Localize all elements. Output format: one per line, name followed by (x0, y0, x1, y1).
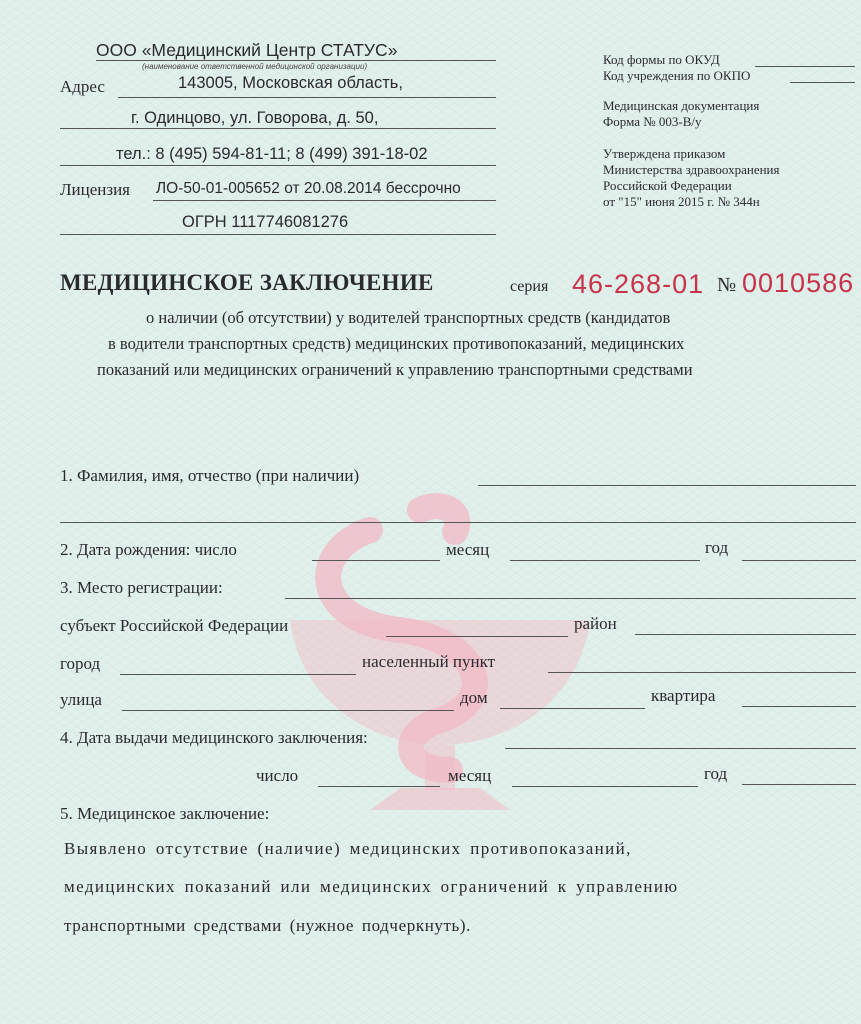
birth-year-line[interactable] (742, 560, 856, 561)
apartment-line[interactable] (742, 706, 856, 707)
birth-day-line[interactable] (312, 560, 440, 561)
issue-month-label: месяц (448, 766, 492, 785)
organization-note: (наименование ответственной медицинской организации) (142, 62, 368, 71)
address-line-2: г. Одинцово, ул. Говорова, д. 50, (131, 109, 379, 127)
registration-line[interactable] (285, 598, 856, 599)
apartment-label: квартира (651, 686, 716, 705)
series-value: 46-268-01 (572, 269, 705, 299)
birth-year-label: год (705, 538, 729, 557)
district-label: район (574, 614, 617, 633)
field-issue-date-label: 4. Дата выдачи медицинского заключения: (60, 728, 368, 747)
full-name-line-2[interactable] (60, 522, 856, 523)
field-registration-label: 3. Место регистрации: (60, 578, 223, 597)
conclusion-line-2: медицинских показаний или медицинских ограничений к управлению (64, 877, 679, 896)
issue-day-label: число (256, 766, 299, 785)
full-name-line[interactable] (478, 485, 856, 486)
subject-label: субъект Российской Федерации (60, 616, 289, 635)
phone-line: тел.: 8 (495) 594-81-11; 8 (499) 391-18-02 (116, 145, 428, 163)
approval-line-4: от "15" июня 2015 г. № 344н (603, 194, 760, 209)
medical-documentation-label: Медицинская документация (603, 98, 760, 113)
district-line[interactable] (635, 634, 856, 635)
organization-name: ООО «Медицинский Центр СТАТУС» (96, 40, 398, 60)
birth-month-label: месяц (446, 540, 490, 559)
form-number: Форма № 003-В/у (603, 114, 702, 129)
issue-year-line[interactable] (742, 784, 856, 785)
hygieia-bowl-watermark-icon (250, 470, 630, 830)
field-conclusion-label: 5. Медицинское заключение: (60, 804, 270, 823)
ogrn-line: ОГРН 1117746081276 (182, 213, 349, 231)
subtitle-line-2: в водители транспортных средств) медицинских противопоказаний, медицинских (108, 334, 685, 353)
subtitle-line-3: показаний или медицинских ограничений к управлению транспортными средствами (97, 360, 693, 379)
okud-label: Код формы по ОКУД (603, 52, 720, 67)
settlement-label: населенный пункт (362, 652, 496, 671)
subject-line[interactable] (386, 636, 568, 637)
subtitle-line-1: о наличии (об отсутствии) у водителей транспортных средств (кандидатов (146, 308, 671, 327)
birth-month-line[interactable] (510, 560, 700, 561)
license-label: Лицензия (60, 180, 131, 199)
settlement-line[interactable] (548, 672, 856, 673)
issue-date-line[interactable] (505, 748, 856, 749)
city-line[interactable] (120, 674, 356, 675)
approval-line-1: Утверждена приказом (603, 146, 726, 161)
approval-line-2: Министерства здравоохранения (603, 162, 780, 177)
conclusion-line-3: транспортными средствами (нужное подчеркнуть). (64, 916, 471, 935)
number-label: № (717, 274, 737, 296)
approval-line-3: Российской Федерации (603, 178, 732, 193)
address-label: Адрес (60, 77, 105, 96)
okpo-label: Код учреждения по ОКПО (603, 68, 751, 83)
house-label: дом (460, 688, 488, 707)
address-line-1: 143005, Московская область, (178, 74, 403, 92)
house-line[interactable] (500, 708, 645, 709)
field-birth-date-label: 2. Дата рождения: число (60, 540, 237, 559)
city-label: город (60, 654, 101, 673)
conclusion-line-1: Выявлено отсутствие (наличие) медицинских противопоказаний, (64, 839, 632, 858)
series-label: серия (510, 278, 549, 295)
field-full-name-label: 1. Фамилия, имя, отчество (при наличии) (60, 466, 360, 485)
document-title: МЕДИЦИНСКОЕ ЗАКЛЮЧЕНИЕ (60, 270, 434, 295)
issue-day-line[interactable] (318, 786, 440, 787)
issue-year-label: год (704, 764, 728, 783)
street-line[interactable] (122, 710, 454, 711)
license-value: ЛО-50-01-005652 от 20.08.2014 бессрочно (156, 180, 461, 197)
street-label: улица (60, 690, 102, 709)
document-number: 0010586 (742, 268, 855, 298)
issue-month-line[interactable] (512, 786, 698, 787)
